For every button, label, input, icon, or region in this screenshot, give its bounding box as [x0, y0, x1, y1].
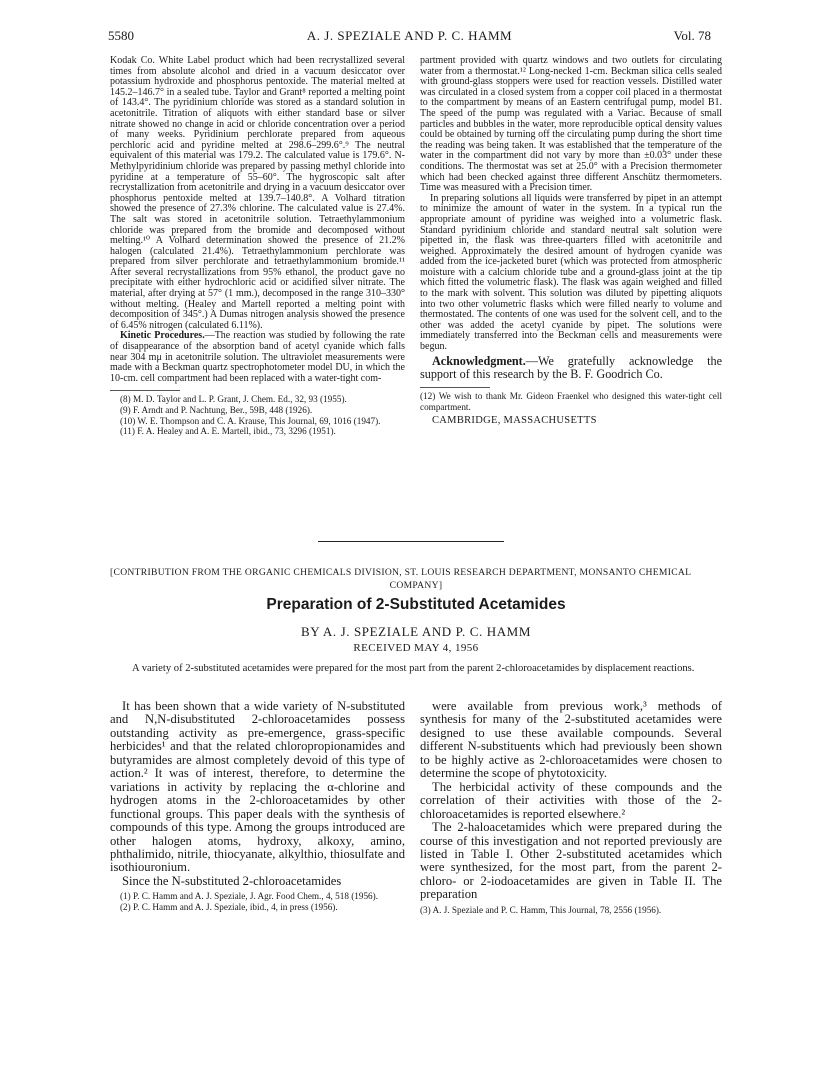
- footnote-10: (10) W. E. Thompson and C. A. Krause, This Journal, 69, 1016 (1947).: [120, 415, 381, 426]
- footnote-1: (1) P. C. Hamm and A. J. Speziale, J. Agr. Food Chem., 4, 518 (1956).: [120, 891, 379, 902]
- footnote-12: (12) We wish to thank Mr. Gideon Fraenkel who designed this water-tight cell compartment.: [420, 391, 722, 413]
- herbicidal-paragraph: The herbicidal activity of these compounds and the correlation of their activities with those of the 2-chloroacetamides is reported elsewhere.²: [420, 779, 722, 821]
- bottom-left-column: [110, 700, 405, 913]
- footnotes-top-left: [110, 394, 405, 436]
- footnote-rule: [420, 387, 490, 388]
- acknowledgment: [420, 355, 722, 382]
- location: CAMBRIDGE, MASSACHUSETTS: [432, 414, 597, 426]
- page-number: 5580: [108, 28, 134, 43]
- since-paragraph: Since the N-substituted 2-chloroacetamides: [122, 873, 342, 888]
- footnote-11: (11) F. A. Healey and A. E. Martell, ibid., 73, 3296 (1951).: [120, 426, 336, 437]
- running-head: [108, 28, 711, 46]
- abstract: A variety of 2-substituted acetamides were prepared for the most part from the parent 2-chloroacetamides by displacement reactions.: [132, 663, 695, 674]
- solutions-paragraph: In preparing solutions all liquids were transferred by pipet in an attempt to minimize the amount of water in the system. In a typical run the appropriate amount of pyridine was weighed into a volumetric flask. Standard pyridinium chloride and standard neutral salt solution were pipetted in, the flask was three-quarters filled with acetonitrile and weighed. Approximately the desired amount of hydrogen cyanide was added from the ice-jacketed buret (which was protected from atmospheric moisture with a calcium chloride tube and a ground-glass joint at the tip which fitted the volumetric flask). The flask was again weighed and filled to the mark with solvent. This solution was diluted by pipetting aliquots into two other volumetric flasks which were filled nearly to volume and thermostated. The contents of one was used for the solvent cell, and to the other was added the acetyl cyanide by pipet. The solutions were immediately transferred into the Beckman cells and measurements were begun.: [420, 192, 722, 353]
- footnote-rule: [110, 390, 180, 391]
- article-title: Preparation of 2-Substituted Acetamides: [266, 596, 566, 613]
- continuation-paragraph: were available from previous work,³ methods of synthesis for many of the 2-substituted acetamides were designed to use these available compounds. Several different N-substituents which had previously been shown to be highly active as 2-chloroacetamides were chosen to determine the scope of phytotoxicity.: [420, 699, 722, 781]
- kinetic-heading: Kinetic Procedures.: [120, 330, 205, 342]
- contribution-line-1: [CONTRIBUTION FROM THE ORGANIC CHEMICALS DIVISION, ST. LOUIS RESEARCH DEPARTMENT, MONSANTO CHEMICAL: [110, 567, 692, 578]
- received-date: RECEIVED MAY 4, 1956: [353, 642, 479, 654]
- footnotes-bottom-left: [110, 891, 405, 912]
- kinetic-text: —The reaction was studied by following the rate of disappearance of the absorption band of acetyl cyanide which falls near 304 mμ in acetonitrile solution. The ultraviolet measurements were made with a Beckman quartz spectrophotometer model DU, in which the 10-cm. cell compartment had been replaced with a water-tight com-: [110, 330, 405, 384]
- footnote-9: (9) F. Arndt and P. Nachtung, Ber., 59B, 448 (1926).: [120, 405, 313, 415]
- footnote-3: (3) A. J. Speziale and P. C. Hamm, This Journal, 78, 2556 (1956).: [420, 904, 662, 915]
- kinetic-paragraph: [110, 331, 405, 384]
- running-head-authors: A. J. SPEZIALE AND P. C. HAMM: [306, 28, 513, 43]
- acknowledgment-heading: Acknowledgment.: [432, 353, 526, 368]
- apparatus-paragraph: partment provided with quartz windows and two outlets for circulating water from a thermostat.¹² Long-necked 1-cm. Beckman silica cells sealed with ground-glass stoppers were used for reaction vessels. Distilled water was circulated in a closed system from a copper coil placed in a thermostat to the compartment by means of an Eastern centrifugal pump, model B1. The speed of the pump was regulated with a Variac. Because of small particles and bubbles in the water, more reproducible optical density values could be obtained by turning off the circulating pump during the short time the reading was being taken. It was established that the temperature of the water in the compartment did not vary by more than ±0.03° under these conditions. The thermostat was set at 25.0° with a Precision thermometer which had been checked against three different Anschütz thermometers. Time was measured with a Precision timer.: [420, 55, 722, 194]
- acknowledgment-text: —We gratefully acknowledge the support of this research by the B. F. Goodrich Co.: [420, 353, 722, 382]
- intro-paragraph: It has been shown that a wide variety of N-substituted and N,N-disubstituted 2-chloroacetamides possess outstanding activity as pre-emergence, grass-specific herbicides¹ and that the related chloropropionamides and butyramides are almost completely devoid of this type of action.² It was of interest, therefore, to determine the variations in activity by replacing the α-chlorine and hydrogen atoms in the 2-chloroacetamides by other functional groups. This paper deals with the synthesis of compounds of this type. Among the groups introduced are other halogen atoms, hydroxy, alkoxy, amino, phthalimido, nitrile, thiocyanate, alkylthio, thiosulfate and isothiouronium.: [110, 699, 405, 875]
- bottom-right-column: [420, 700, 722, 915]
- footnote-8: (8) M. D. Taylor and L. P. Grant, J. Chem. Ed., 32, 93 (1955).: [120, 394, 347, 405]
- footnote-2: (2) P. C. Hamm and A. J. Speziale, ibid., 4, in press (1956).: [120, 901, 338, 912]
- experimental-paragraph: Kodak Co. White Label product which had been recrystallized several times from absolute alcohol and dried in a vacuum desiccator over potassium hydroxide and phosphorus pentoxide. The material melted at 145.2–146.7° in a sealed tube. Taylor and Grant⁸ reported a melting point of 143.4°. The pyridinium chloride was stored as a standard solution in acetonitrile. Titration of aliquots with either standard base or silver nitrate showed no change in acid or chloride concentration over a period of many weeks. Pyridinium perchlorate prepared from aqueous perchloric acid and pyridine melted at 298.6–299.6°.⁹ The neutral equivalent of this material was 179.2. The calculated value is 179.6°. N-Methylpyridinium chloride was prepared by passing methyl chloride into pyridine at a temperature of 55–60°. The hygroscopic salt after recrystallization from acetonitrile and drying in a vacuum desiccator over phosphorus pentoxide melted at 139.7–140.8°. A Volhard titration showed the presence of 27.3% chlorine. The calculated value is 27.4%. The salt was stored in acetonitrile solution. Tetraethylammonium chloride was prepared from the bromide and decomposed without melting.¹⁰ A Volhard determination showed the presence of 21.2% halogen (calculated 21.4%). Tetraethylammonium perchlorate was prepared from silver perchlorate and tetraethylammonium bromide.¹¹ After several recrystallizations from 95% ethanol, the product gave no precipitate with either hydrochloric acid or acidified silver nitrate. The material, after drying at 57° (1 mm.), decomposed in the range 310–330° without melting. (Healey and Martell reported a melting point with decomposition of 345°.) A Dumas nitrogen analysis showed the presence of 6.45% nitrogen (calculated 6.11%).: [110, 55, 405, 331]
- top-left-column: [110, 56, 405, 437]
- volume-number: Vol. 78: [673, 28, 711, 43]
- contribution-note: [110, 566, 722, 592]
- byline: BY A. J. SPEZIALE AND P. C. HAMM: [301, 624, 531, 639]
- top-right-column: [420, 56, 722, 426]
- article-divider: [318, 541, 504, 542]
- contribution-line-2: COMPANY]: [389, 580, 443, 591]
- haloacetamides-paragraph: The 2-haloacetamides which were prepared during the course of this investigation and not reported previously are listed in Table I. Other 2-substituted acetamides which were synthesized, for the most part, from the parent 2-chloro- or 2-iodoacetamides are given in Table II. The preparation: [420, 820, 722, 902]
